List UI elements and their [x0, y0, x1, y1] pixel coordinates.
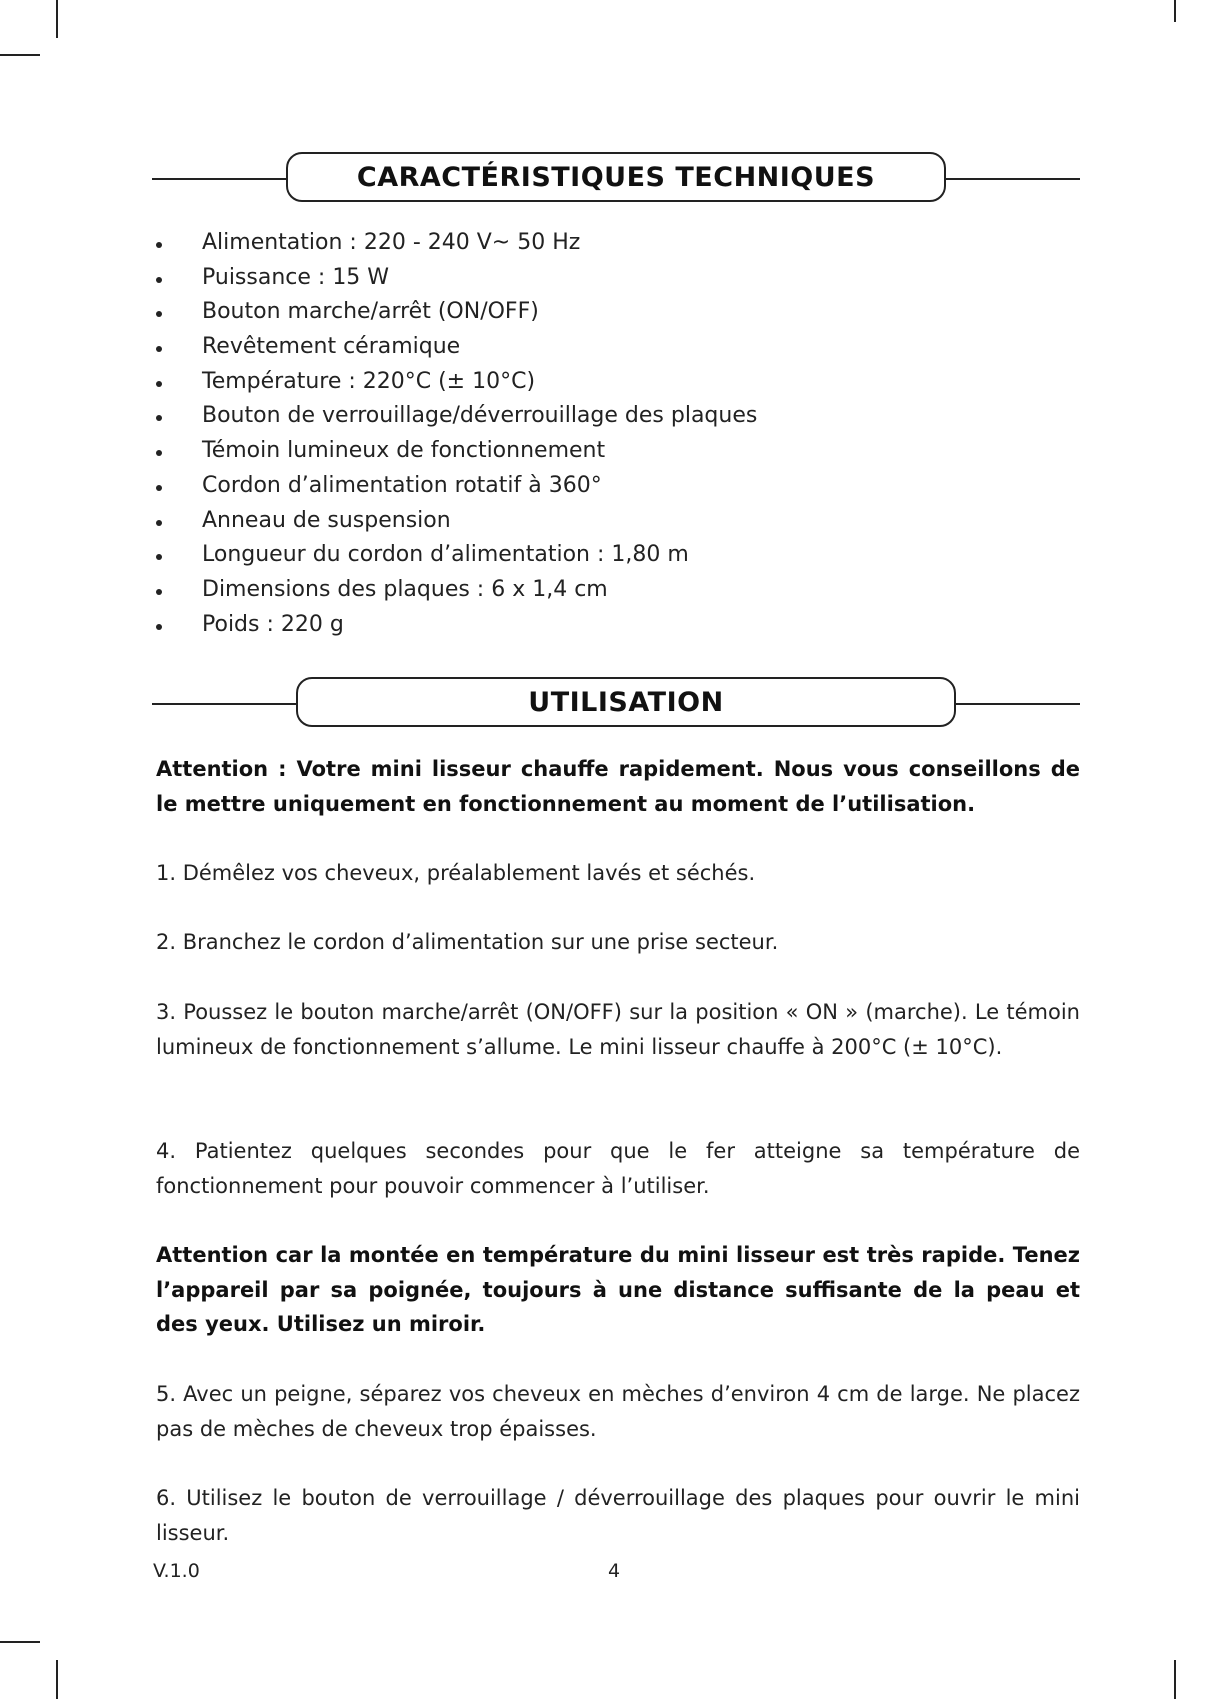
step-paragraph: 4. Patientez quelques secondes pour que le fer atteigne sa température de fonctionnement pour pouvoir commencer à l’utiliser.: [156, 1139, 1080, 1198]
specs-list: [152, 226, 757, 642]
list-item: Revêtement céramique: [152, 330, 757, 365]
list-item: Alimentation : 220 - 240 V~ 50 Hz: [152, 226, 757, 261]
list-item: Bouton marche/arrêt (ON/OFF): [152, 295, 757, 330]
step-paragraph: 2. Branchez le cordon d’alimentation sur une prise secteur.: [156, 930, 779, 954]
list-item: Poids : 220 g: [152, 608, 757, 643]
list-item: Anneau de suspension: [152, 504, 757, 539]
page-number: 4: [608, 1560, 621, 1582]
crop-mark: [56, 1660, 58, 1699]
crop-mark: [1174, 1660, 1176, 1699]
list-item: Dimensions des plaques : 6 x 1,4 cm: [152, 573, 757, 608]
crop-mark: [0, 54, 40, 56]
crop-mark: [1174, 0, 1176, 22]
version-label: V.1.0: [153, 1560, 200, 1582]
section-banner-specs: [152, 152, 1080, 206]
step-paragraph: 6. Utilisez le bouton de verrouillage / déverrouillage des plaques pour ouvrir le mini lisseur.: [156, 1486, 1080, 1545]
warning-paragraph: Attention : Votre mini lisseur chauffe rapidement. Nous vous conseillons de le mettre uniquement en fonctionnement au moment de l’utilisation.: [156, 757, 1080, 816]
divider: [956, 703, 1080, 705]
crop-mark: [56, 0, 58, 38]
section-title-specs: CARACTÉRISTIQUES TECHNIQUES: [286, 152, 946, 202]
section-banner-usage: [152, 677, 1080, 731]
divider: [946, 178, 1080, 180]
list-item: Cordon d’alimentation rotatif à 360°: [152, 469, 757, 504]
step-paragraph: 3. Poussez le bouton marche/arrêt (ON/OFF) sur la position « ON » (marche). Le témoin lumineux de fonctionnement s’allume. Le mini lisseur chauffe à 200°C (± 10°C).: [156, 1000, 1080, 1059]
section-title-usage: UTILISATION: [296, 677, 956, 727]
list-item: Témoin lumineux de fonctionnement: [152, 434, 757, 469]
crop-mark: [0, 1641, 40, 1643]
step-paragraph: 1. Démêlez vos cheveux, préalablement lavés et séchés.: [156, 861, 756, 885]
divider: [152, 178, 286, 180]
list-item: Puissance : 15 W: [152, 261, 757, 296]
list-item: Bouton de verrouillage/déverrouillage des plaques: [152, 399, 757, 434]
warning-paragraph: Attention car la montée en température du mini lisseur est très rapide. Tenez l’appareil par sa poignée, toujours à une distance suffisante de la peau et des yeux. Utilisez un miroir.: [156, 1243, 1080, 1337]
list-item: Longueur du cordon d’alimentation : 1,80 m: [152, 538, 757, 573]
step-paragraph: 5. Avec un peigne, séparez vos cheveux en mèches d’environ 4 cm de large. Ne placez pas de mèches de cheveux trop épaisses.: [156, 1382, 1080, 1441]
list-item: Température : 220°C (± 10°C): [152, 365, 757, 400]
divider: [152, 703, 296, 705]
